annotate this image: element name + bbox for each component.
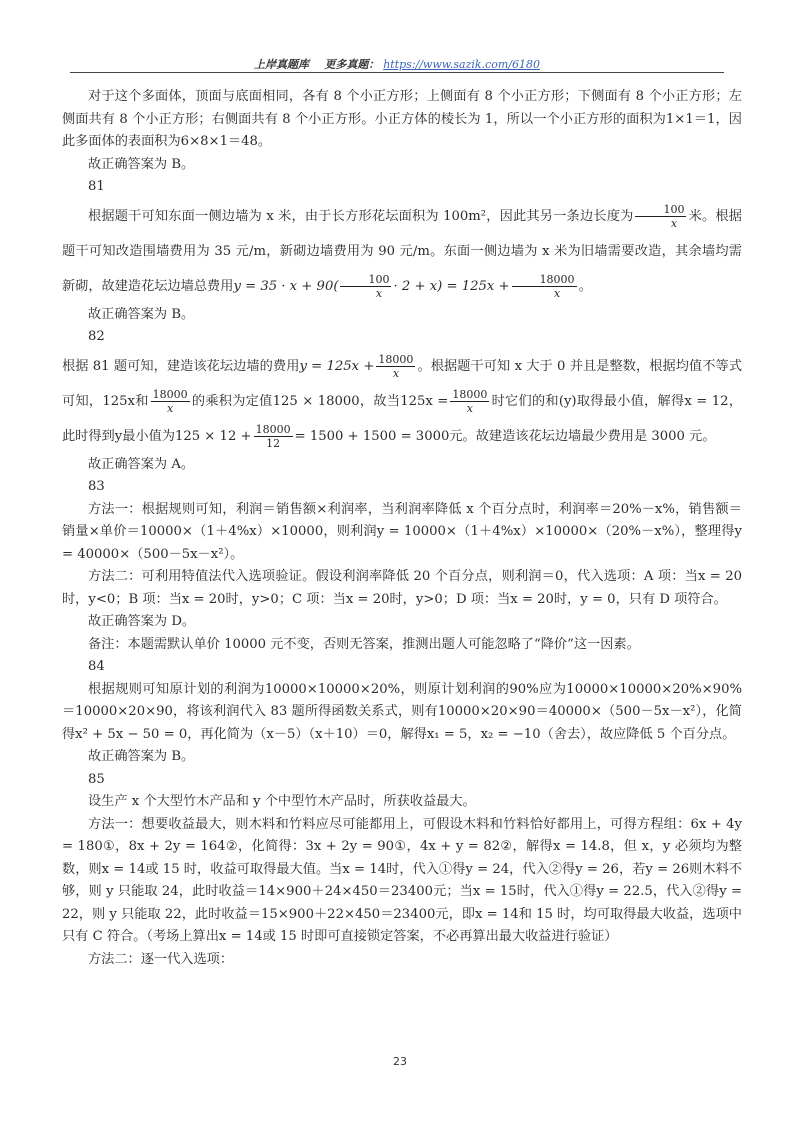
question-number-81: 81 <box>88 179 105 194</box>
paragraph-83-method-1: 方法一：根据规则可知，利润＝销售额×利润率，当利润率降低 x 个百分点时，利润率＝20%－x%，销售额＝销量×单价＝10000×（1＋4%x）×10000，则利润y = 10000×（1＋4%x）×10000×（20%－x%），整理得y = 40000×（500－5x－x²）。 <box>62 501 742 562</box>
page-number: 23 <box>393 1055 407 1068</box>
paragraph-80-explanation: 对于这个多面体，顶面与底面相同，各有 8 个小正方形；上侧面有 8 个小正方形；下侧面有 8 个小正方形；左侧面共有 8 个小正方形；右侧面共有 8 个小正方形。小正方体的棱长为 1，所以一个小正方形的面积为1×1＝1，因此多面体的表面积为6×8×1＝48。 <box>62 89 742 149</box>
question-number-85: 85 <box>88 771 105 787</box>
answer-81: 故正确答案为 B。 <box>88 306 195 322</box>
p81-text-2: 米。根据题干可知改造围墙费用为 35 元/m，新砌边墙费用为 90 元/m。东面一侧边墙为 x 米为旧墙需要改造，其余墙均需新砌，故建造花坛边墙总费用 <box>62 208 742 294</box>
paragraph-83-method-2: 方法二：可利用特值法代入选项验证。假设利润率降低 20 个百分点，则利润＝0，代入选项：A 项：当x = 20时，y<0；B 项：当x = 20时，y>0；C 项：当x = 20时，y>0；D 项：当x = 20时，y = 0，只有 D 项符合。 <box>62 569 742 607</box>
p81-formula-1: y = 35 · x + 90( <box>233 278 339 294</box>
header-site-name: 上岸真题库 <box>254 58 310 71</box>
fraction-18000-over-x-a: $\frac{18000}{x}$ <box>378 352 414 380</box>
answer-82: 故正确答案为 A。 <box>88 456 195 472</box>
paragraph-81-explanation: 根据题干可知东面一侧边墙为 x 米，由于长方形花坛面积为 100m²，因此其另一条边长度为 $\frac{100}{x}$ 米。根据题干可知改造围墙费用为 35 元/m，新砌边墙费用为 90 元/m。东面一侧边墙为 x 米为旧墙需要改造，其余墙均需新砌，故建造花坛边墙总费用y = 35 · x + 90( $\frac{100}{x}$ · 2 + x) = 125x + $\frac{18000}{x}$ 。 <box>62 202 742 300</box>
question-number-82: 82 <box>88 329 105 344</box>
header-divider <box>70 72 724 73</box>
fraction-18000-over-x-b: $\frac{18000}{x}$ <box>152 387 188 415</box>
fraction-100-over-x: $\frac{100}{x}$ <box>635 203 686 230</box>
paragraph-82-explanation: 根据 81 题可知，建造该花坛边墙的费用y = 125x + $\frac{18000}{x}$ 。根据题干可知 x 大于 0 并且是整数，根据均值不等式可知，125x和 $\frac{18000}{x}$ 的乘积为定值125 × 18000，故当125x = $\frac{18000}{x}$ 时它们的和(y)取得最小值，解得x = 12，此时得到y最小值为125 × 12 + $\frac{18000}{12}$ = 1500 + 1500 = 3000元。故建造该花坛边墙最少费用是 3000 元。 <box>62 352 743 450</box>
header-url-link[interactable]: https://www.sazik.com/6180 <box>383 58 540 71</box>
paragraph-85-setup: 设生产 x 个大型竹木产品和 y 个中型竹木产品时，所获收益最大。 <box>88 794 476 809</box>
fraction-18000-over-12: $\frac{18000}{12}$ <box>255 422 291 450</box>
fraction-100-over-x-2: $\frac{100}{x}$ <box>340 273 391 300</box>
page-header <box>70 56 724 72</box>
answer-80: 故正确答案为 B。 <box>88 156 195 172</box>
paragraph-85-method-1: 方法一：想要收益最大，则木料和竹料应尽可能都用上，可假设木料和竹料恰好都用上，可得方程组：6x + 4y = 180①，8x + 2y = 164②，化简得：3x + 2y = 90①，4x + y = 82②，解得x = 14.8，但 x，y 必须均为整数，则x = 14或 15 时，收益可取得最大值。当x = 14时，代入①得y = 24，代入②得y = 26，若y = 26则木料不够，则 y 只能取 24，此时收益＝14×900＋24×450＝23400元；当x = 15时，代入①得y = 22.5，代入②得y = 22，则 y 只能取 22，此时收益＝15×900＋22×450＝23400元，即x = 14和 15 时，均可取得最大收益，选项中只有 C 符合。（考场上算出x = 14或 15 时即可直接锁定答案，不必再算出最大收益进行验证） <box>62 816 742 944</box>
document-body <box>62 86 742 971</box>
question-number-84: 84 <box>88 659 105 674</box>
answer-84: 故正确答案为 B。 <box>88 749 195 764</box>
p81-formula-2: · 2 + x) = 125x + <box>393 278 510 294</box>
note-83: 备注：本题需默认单价 10000 元不变，否则无答案，推测出题人可能忽略了“降价”这一因素。 <box>88 636 640 652</box>
answer-83: 故正确答案为 D。 <box>88 614 196 629</box>
p81-text-1: 根据题干可知东面一侧边墙为 x 米，由于长方形花坛面积为 100m²，因此其另一条边长度为 <box>88 208 634 224</box>
paragraph-85-method-2: 方法二：逐一代入选项： <box>88 951 234 967</box>
fraction-18000-over-x-c: $\frac{18000}{x}$ <box>452 387 488 415</box>
header-label: 更多真题： <box>324 58 380 71</box>
paragraph-84-explanation: 根据规则可知原计划的利润为10000×10000×20%，则原计划利润的90%应为10000×10000×20%×90%＝10000×20×90，将该利润代入 83 题所得函数关系式，则有10000×20×90＝40000×（500－5x－x²），化简得x² + 5x − 50 = 0，再化简为（x－5）（x＋10）＝0，解得x₁ = 5，x₂ = −10（舍去），故应降低 5 个百分点。 <box>62 681 742 742</box>
question-number-83: 83 <box>88 479 105 494</box>
fraction-18000-over-x: $\frac{18000}{x}$ <box>512 273 577 300</box>
